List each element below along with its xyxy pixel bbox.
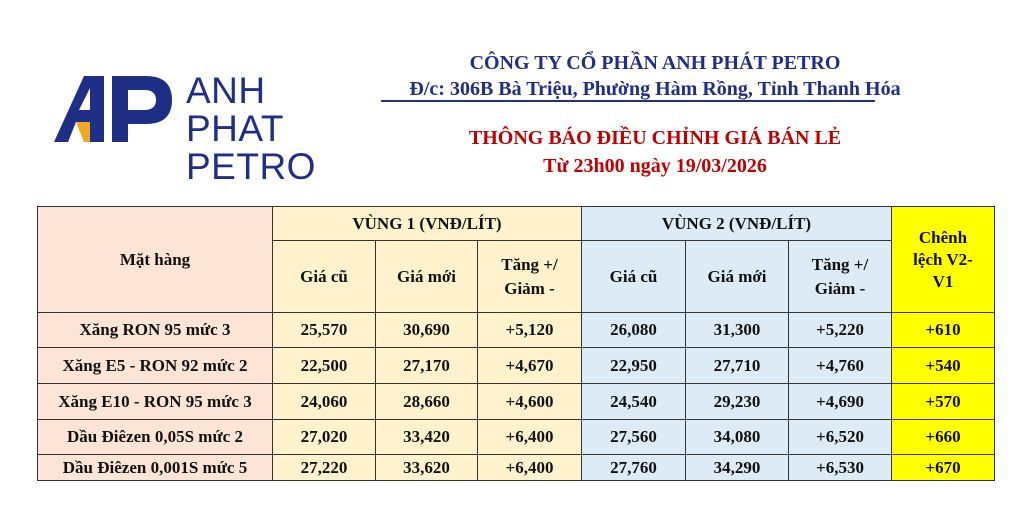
item-cell: Xăng E5 - RON 92 mức 2 bbox=[38, 348, 273, 384]
item-cell: Dầu Điêzen 0,05S mức 2 bbox=[38, 420, 273, 455]
item-cell: Xăng E10 - RON 95 mức 3 bbox=[38, 384, 273, 420]
diff-cell: +540 bbox=[892, 348, 995, 384]
zone2-change-cell: +6,530 bbox=[789, 455, 892, 481]
zone2-change-cell: +4,690 bbox=[789, 384, 892, 420]
diff-cell: +610 bbox=[892, 313, 995, 348]
zone2-header: VÙNG 2 (VNĐ/LÍT) bbox=[582, 207, 892, 241]
table-row bbox=[38, 420, 995, 455]
table-row bbox=[38, 384, 995, 420]
zone1-change-cell: +4,670 bbox=[478, 348, 582, 384]
company-logo bbox=[54, 70, 374, 187]
zone1-new-price-cell: 30,690 bbox=[376, 313, 478, 348]
zone1-old-price-header: Giá cũ bbox=[273, 241, 376, 313]
zone2-new-price-header: Giá mới bbox=[686, 241, 789, 313]
zone2-old-price-header: Giá cũ bbox=[582, 241, 686, 313]
table-row bbox=[38, 348, 995, 384]
company-name: CÔNG TY CỔ PHẦN ANH PHÁT PETRO bbox=[469, 52, 841, 74]
zone1-old-price-cell: 24,060 bbox=[273, 384, 376, 420]
diff-header bbox=[892, 207, 995, 313]
zone1-new-price-cell: 27,170 bbox=[376, 348, 478, 384]
zone1-old-price-cell: 22,500 bbox=[273, 348, 376, 384]
zone2-old-price-cell: 22,950 bbox=[582, 348, 686, 384]
header-divider bbox=[381, 100, 875, 102]
table-row bbox=[38, 313, 995, 348]
brand-line-1: ANH PHAT bbox=[186, 70, 284, 149]
zone2-old-price-cell: 24,540 bbox=[582, 384, 686, 420]
zone2-new-price-cell: 29,230 bbox=[686, 384, 789, 420]
zone1-change-cell: +6,400 bbox=[478, 455, 582, 481]
zone1-change-label: Tăng +/ Giảm - bbox=[501, 254, 558, 298]
zone2-change-cell: +5,220 bbox=[789, 313, 892, 348]
price-table bbox=[37, 206, 995, 481]
zone2-old-price-cell: 26,080 bbox=[582, 313, 686, 348]
zone1-change-cell: +6,400 bbox=[478, 420, 582, 455]
notice-title: THÔNG BÁO ĐIỀU CHỈNH GIÁ BÁN LẺ bbox=[468, 127, 842, 149]
zone1-new-price-header: Giá mới bbox=[376, 241, 478, 313]
diff-header-label: Chênh lệch V2-V1 bbox=[913, 227, 973, 291]
diff-cell: +570 bbox=[892, 384, 995, 420]
zone2-change-cell: +4,760 bbox=[789, 348, 892, 384]
brand-name bbox=[186, 72, 374, 186]
zone1-old-price-cell: 25,570 bbox=[273, 313, 376, 348]
zone2-change-label: Tăng +/ Giảm - bbox=[811, 254, 869, 298]
diff-cell: +660 bbox=[892, 420, 995, 455]
price-rows bbox=[38, 313, 995, 481]
ap-monogram-icon bbox=[54, 70, 184, 146]
zone1-new-price-cell: 28,660 bbox=[376, 384, 478, 420]
table-row bbox=[38, 455, 995, 481]
zone1-change-cell: +4,600 bbox=[478, 384, 582, 420]
zone1-new-price-cell: 33,420 bbox=[376, 420, 478, 455]
zone2-new-price-cell: 34,080 bbox=[686, 420, 789, 455]
zone2-new-price-cell: 34,290 bbox=[686, 455, 789, 481]
zone2-new-price-cell: 27,710 bbox=[686, 348, 789, 384]
zone1-change-cell: +5,120 bbox=[478, 313, 582, 348]
brand-line-2: PETRO bbox=[186, 146, 316, 187]
item-header: Mặt hàng bbox=[38, 207, 273, 313]
item-cell: Xăng RON 95 mức 3 bbox=[38, 313, 273, 348]
zone2-old-price-cell: 27,760 bbox=[582, 455, 686, 481]
company-address: Đ/c: 306B Bà Triệu, Phường Hàm Rồng, Tỉnh Thanh Hóa bbox=[409, 78, 901, 100]
item-cell: Dầu Điêzen 0,001S mức 5 bbox=[38, 455, 273, 481]
zone2-new-price-cell: 31,300 bbox=[686, 313, 789, 348]
zone1-new-price-cell: 33,620 bbox=[376, 455, 478, 481]
zone1-old-price-cell: 27,020 bbox=[273, 420, 376, 455]
zone2-change-header bbox=[789, 241, 892, 313]
zone2-change-cell: +6,520 bbox=[789, 420, 892, 455]
zone1-header: VÙNG 1 (VNĐ/LÍT) bbox=[273, 207, 582, 241]
diff-cell: +670 bbox=[892, 455, 995, 481]
zone1-old-price-cell: 27,220 bbox=[273, 455, 376, 481]
effective-time: Từ 23h00 ngày 19/03/2026 bbox=[543, 155, 767, 177]
zone2-old-price-cell: 27,560 bbox=[582, 420, 686, 455]
zone1-change-header bbox=[478, 241, 582, 313]
